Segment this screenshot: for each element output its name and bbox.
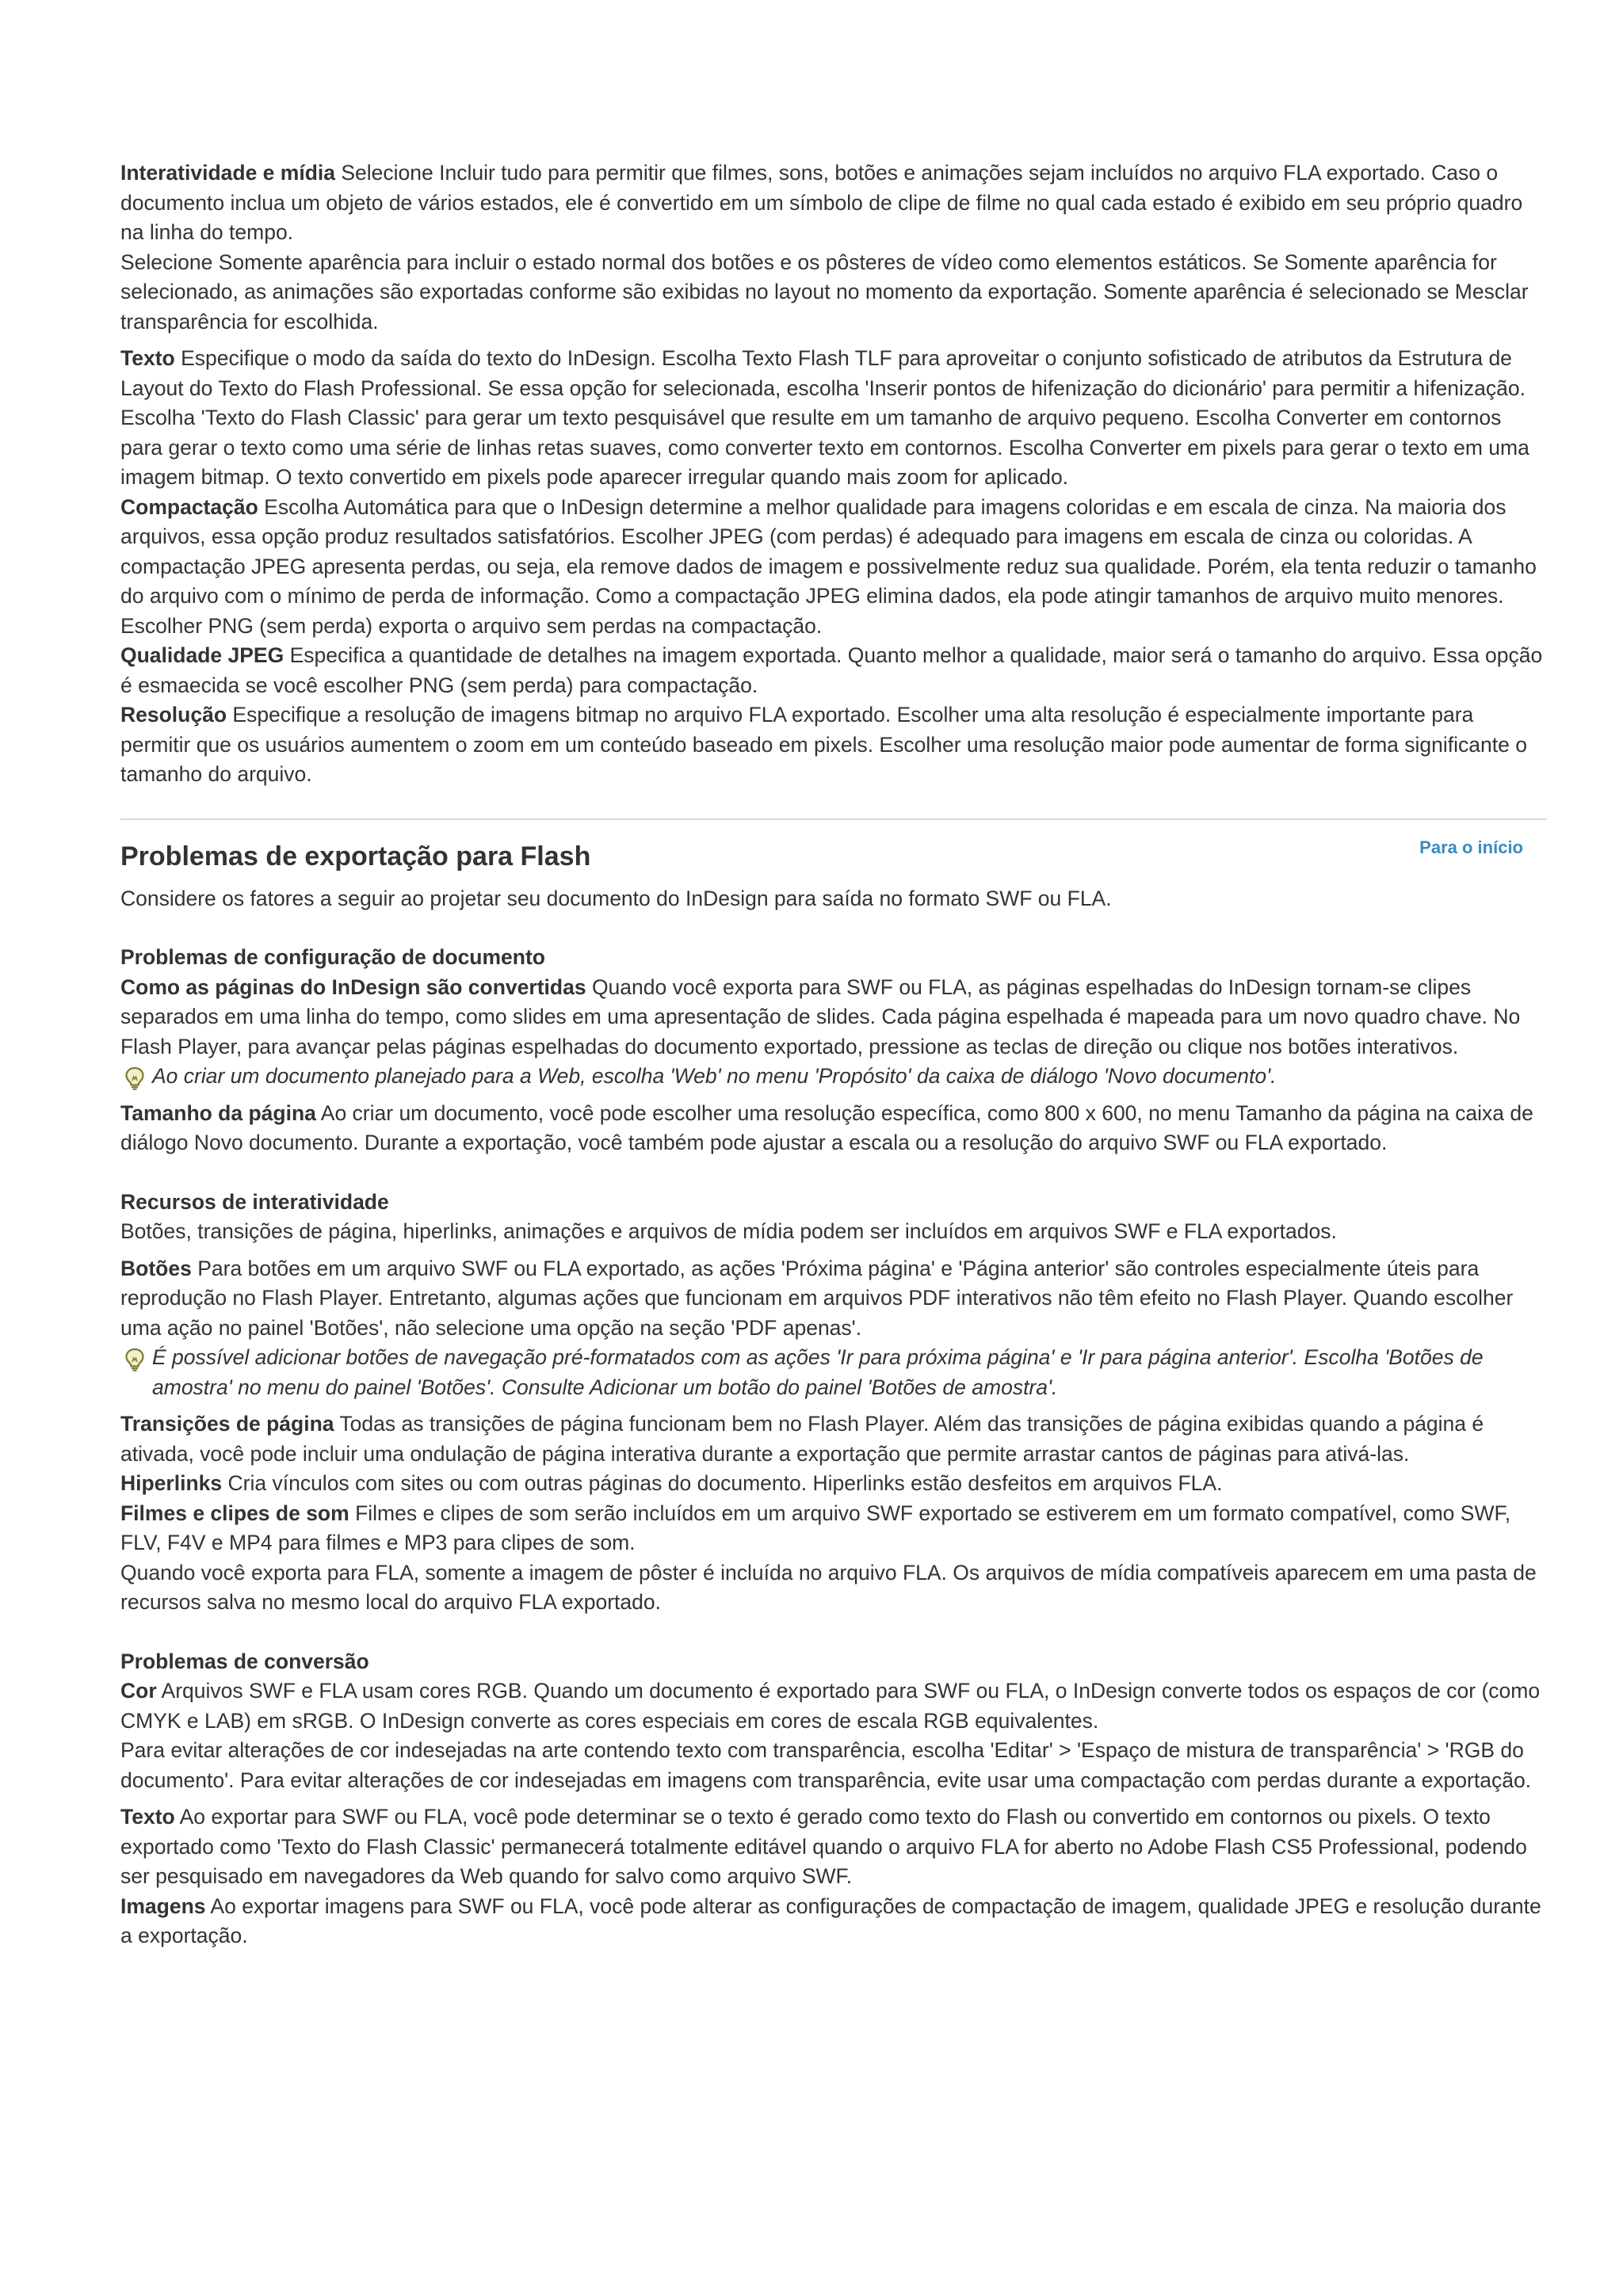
para-transicoes: Transições de página Todas as transições de página funcionam bem no Flash Player. Além das transições de página exibidas quando a página é ativada, você pode incluir uma ondulação de página interativa durante a exportação que permite arrastar cantos de páginas para ativá-las.: [120, 1412, 1484, 1466]
section-title: Problemas de exportação para Flash: [120, 841, 591, 871]
para-hiperlinks: Hiperlinks Cria vínculos com sites ou com outras páginas do documento. Hiperlinks estão desfeitos em arquivos FLA.: [120, 1471, 1223, 1495]
section-header: [120, 836, 1547, 877]
term-cor: Cor: [120, 1679, 157, 1703]
subheading-configuracao: Problemas de configuração de documento: [120, 945, 545, 969]
para-interatividade: Interatividade e mídia Selecione Incluir tudo para permitir que filmes, sons, botões e animações sejam incluídos no arquivo FLA exportado. Caso o documento inclua um objeto de vários estados, ele é convertido em um símbolo de clipe de filme no qual cada estado é exibido em seu próprio quadro na linha do tempo.: [120, 161, 1523, 244]
back-to-top-link[interactable]: Para o início: [1419, 837, 1523, 857]
section-intro: Considere os fatores a seguir ao projetar seu documento do InDesign para saída no formato SWF ou FLA.: [120, 886, 1112, 910]
para-tamanho-pagina: Tamanho da página Ao criar um documento, você pode escolher uma resolução específica, como 800 x 600, no menu Tamanho da página na caixa de diálogo Novo documento. Durante a exportação, você também pode ajustar a escala ou a resolução do arquivo SWF ou FLA exportado.: [120, 1100, 1533, 1154]
term-hiperlinks: Hiperlinks: [120, 1471, 223, 1495]
para-resolucao: Resolução Especifique a resolução de imagens bitmap no arquivo FLA exportado. Escolher uma alta resolução é especialmente importante para permitir que os usuários aumentem o zoom em um conteúdo baseado em pixels. Escolher uma resolução maior pode aumentar de forma significante o tamanho do arquivo.: [120, 703, 1527, 786]
term-texto: Texto: [120, 346, 175, 370]
para-cor: Cor Arquivos SWF e FLA usam cores RGB. Quando um documento é exportado para SWF ou FLA, o InDesign converte todos os espaços de cor (como CMYK e LAB) em sRGB. O InDesign converte as cores especiais em cores de escala RGB equivalentes.: [120, 1679, 1541, 1733]
para-recursos-intro: Botões, transições de página, hiperlinks, animações e arquivos de mídia podem ser incluídos em arquivos SWF e FLA exportados.: [120, 1219, 1337, 1243]
para-imagens: Imagens Ao exportar imagens para SWF ou FLA, você pode alterar as configurações de compactação de imagem, qualidade JPEG e resolução durante a exportação.: [120, 1894, 1541, 1947]
para-cor-2: Para evitar alterações de cor indesejadas na arte contendo texto com transparência, escolha 'Editar' > 'Espaço de mistura de transparência' > 'RGB do documento'. Para evitar alterações de cor indesejadas em imagens com transparência, evite usar uma compactação com perdas durante a exportação.: [120, 1738, 1532, 1792]
section-divider: [120, 818, 1547, 820]
term-interatividade: Interatividade e mídia: [120, 161, 335, 185]
tip-botoes-amostra: É possível adicionar botões de navegação pré-formatados com as ações 'Ir para próxima página' e 'Ir para página anterior'. Escolha 'Botões de amostra' no menu do painel 'Botões'. Consulte Adicionar um botão do painel 'Botões de amostra'.: [120, 1343, 1547, 1402]
para-filmes-2: Quando você exporta para FLA, somente a imagem de pôster é incluída no arquivo FLA. Os arquivos de mídia compatíveis aparecem em uma pasta de recursos salva no mesmo local do arquivo FLA exportado.: [120, 1560, 1537, 1614]
subheading-conversao: Problemas de conversão: [120, 1649, 369, 1673]
para-texto: Texto Especifique o modo da saída do texto do InDesign. Escolha Texto Flash TLF para aproveitar o conjunto sofisticado de atributos da Estrutura de Layout do Texto do Flash Professional. Se essa opção for selecionada, escolha 'Inserir pontos de hifenização do dicionário' para permitir a hifenização. Escolha 'Texto do Flash Classic' para gerar um texto pesquisável que resulte em um tamanho de arquivo pequeno. Escolha Converter em contornos para gerar o texto como uma série de linhas retas suaves, como converter texto em contornos. Escolha Converter em pixels para gerar o texto em uma imagem bitmap. O texto convertido em pixels pode aparecer irregular quando mais zoom for aplicado.: [120, 346, 1529, 489]
term-paginas-convertidas: Como as páginas do InDesign são convertidas: [120, 974, 586, 999]
para-conversao-texto: Texto Ao exportar para SWF ou FLA, você pode determinar se o texto é gerado como texto do Flash ou convertido em contornos ou pixels. O texto exportado como 'Texto do Flash Classic' permanecerá totalmente editável quando o arquivo FLA for aberto no Adobe Flash CS5 Professional, podendo ser pesquisado em navegadores da Web quando for salvo como arquivo SWF.: [120, 1805, 1527, 1888]
term-botoes: Botões: [120, 1256, 192, 1280]
para-paginas-convertidas: Como as páginas do InDesign são convertidas Quando você exporta para SWF ou FLA, as páginas espelhadas do InDesign tornam-se clipes separados em uma linha do tempo, como slides em uma apresentação de slides. Cada página espelhada é mapeada para um novo quadro chave. No Flash Player, para avançar pelas páginas espelhadas do documento exportado, pressione as teclas de direção ou clique nos botões interativos.: [120, 974, 1521, 1058]
term-filmes: Filmes e clipes de som: [120, 1501, 349, 1525]
term-imagens: Imagens: [120, 1894, 206, 1918]
term-tamanho-pagina: Tamanho da página: [120, 1100, 316, 1125]
para-qualidade-jpeg: Qualidade JPEG Especifica a quantidade de detalhes na imagem exportada. Quanto melhor a qualidade, maior será o tamanho do arquivo. Essa opção é esmaecida se você escolher PNG (sem perda) para compactação.: [120, 643, 1543, 697]
term-qualidade-jpeg: Qualidade JPEG: [120, 643, 285, 667]
para-interatividade-2: Selecione Somente aparência para incluir o estado normal dos botões e os pôsteres de vídeo como elementos estáticos. Se Somente aparência for selecionado, as animações são exportadas conforme são exibidas no layout no momento da exportação. Somente aparência é selecionado se Mesclar transparência for escolhida.: [120, 250, 1529, 334]
term-transicoes: Transições de página: [120, 1412, 334, 1436]
term-resolucao: Resolução: [120, 703, 227, 727]
lightbulb-icon: [124, 1348, 146, 1371]
para-botoes: Botões Para botões em um arquivo SWF ou FLA exportado, as ações 'Próxima página' e 'Página anterior' são controles especialmente úteis para reprodução no Flash Player. Entretanto, algumas ações que funcionam em arquivos PDF interativos não têm efeito no Flash Player. Quando escolher uma ação no painel 'Botões', não selecione uma opção na seção 'PDF apenas'.: [120, 1256, 1514, 1340]
subheading-recursos: Recursos de interatividade: [120, 1189, 389, 1214]
tip-web-document: Ao criar um documento planejado para a Web, escolha 'Web' no menu 'Propósito' da caixa de diálogo 'Novo documento'.: [120, 1062, 1547, 1092]
para-compactacao: Compactação Escolha Automática para que o InDesign determine a melhor qualidade para imagens coloridas e em escala de cinza. Na maioria dos arquivos, essa opção produz resultados satisfatórios. Escolher JPEG (com perdas) é adequado para imagens em escala de cinza ou coloridas. A compactação JPEG apresenta perdas, ou seja, ela remove dados de imagem e possivelmente reduz sua qualidade. Porém, ela tenta reduzir o tamanho do arquivo com o mínimo de perda de informação. Como a compactação JPEG elimina dados, ela pode atingir tamanhos de arquivo muito menores. Escolher PNG (sem perda) exporta o arquivo sem perdas na compactação.: [120, 494, 1537, 638]
lightbulb-icon: [124, 1066, 146, 1090]
term-conversao-texto: Texto: [120, 1805, 175, 1829]
term-compactacao: Compactação: [120, 494, 258, 519]
document-page: [120, 158, 1547, 1951]
para-filmes: Filmes e clipes de som Filmes e clipes de som serão incluídos em um arquivo SWF exportado se estiverem em um formato compatível, como SWF, FLV, F4V e MP4 para filmes e MP3 para clipes de som.: [120, 1501, 1511, 1554]
